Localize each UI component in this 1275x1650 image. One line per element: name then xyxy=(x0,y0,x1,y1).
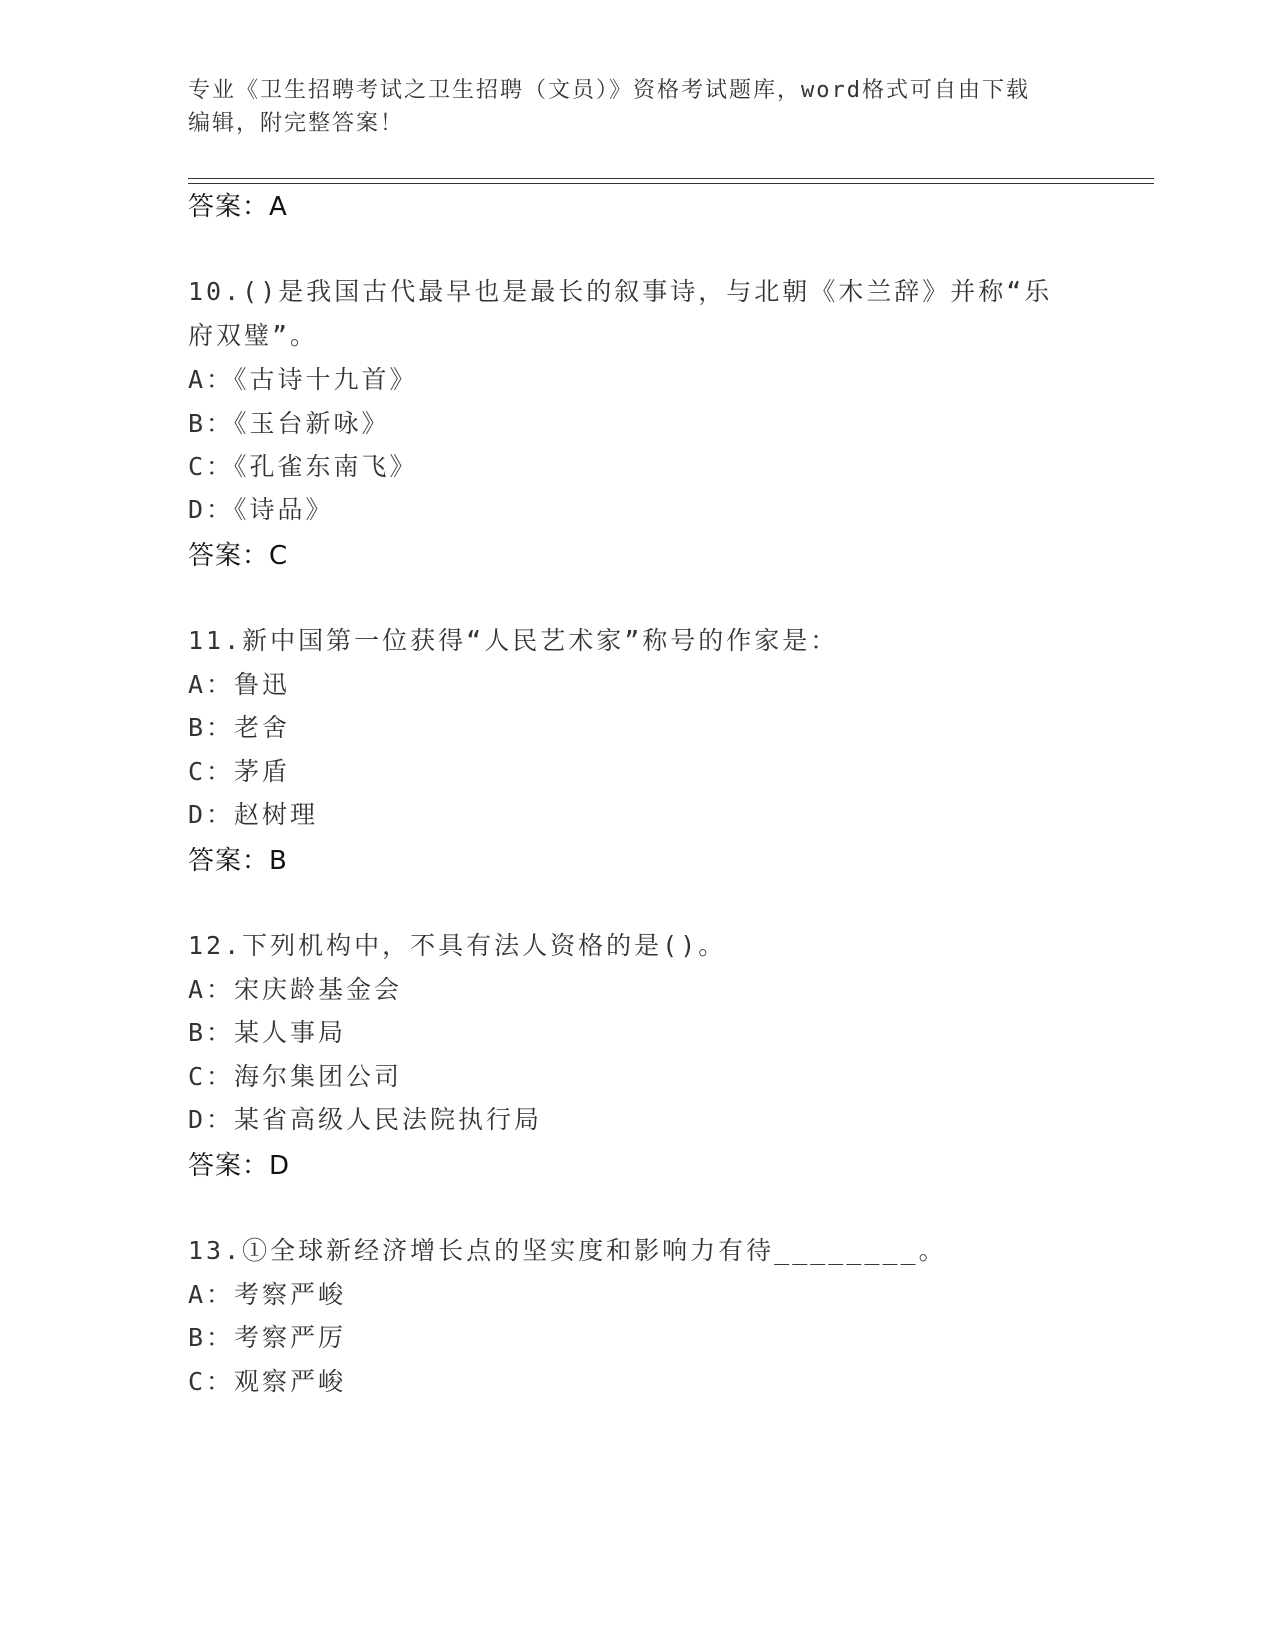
header-divider-bottom xyxy=(188,183,1154,184)
header-divider-top xyxy=(188,178,1154,179)
question-10-stem-line-1: 10.()是我国古代最早也是最长的叙事诗，与北朝《木兰辞》并称“乐 xyxy=(188,277,1053,306)
previous-answer: 答案：A xyxy=(188,192,288,222)
question-10-option-b: B：《玉台新咏》 xyxy=(188,409,390,438)
question-12-option-d: D：某省高级人民法院执行局 xyxy=(188,1105,543,1134)
question-12-stem: 12.下列机构中，不具有法人资格的是()。 xyxy=(188,931,727,960)
question-12-option-b: B：某人事局 xyxy=(188,1018,347,1047)
question-12-option-c: C：海尔集团公司 xyxy=(188,1062,403,1091)
question-11-answer: 答案：B xyxy=(188,846,288,876)
question-11-option-b: B：老舍 xyxy=(188,713,291,742)
header-line-2: 编辑，附完整答案！ xyxy=(188,111,405,136)
question-10-stem-line-2: 府双璧”。 xyxy=(188,321,319,350)
header-line-1: 专业《卫生招聘考试之卫生招聘（文员）》资格考试题库，word格式可自由下载 xyxy=(188,78,1030,103)
question-13-stem: 13.①全球新经济增长点的坚实度和影响力有待________。 xyxy=(188,1236,947,1265)
question-11-stem: 11.新中国第一位获得“人民艺术家”称号的作家是： xyxy=(188,626,839,655)
question-11-option-a: A：鲁迅 xyxy=(188,670,291,699)
question-10-option-d: D：《诗品》 xyxy=(188,495,334,524)
question-13-option-b: B：考察严厉 xyxy=(188,1323,347,1352)
document-header xyxy=(188,74,1068,140)
question-12-option-a: A：宋庆龄基金会 xyxy=(188,975,403,1004)
question-11-option-d: D：赵树理 xyxy=(188,800,319,829)
question-13-option-c: C：观察严峻 xyxy=(188,1367,347,1396)
question-10-answer: 答案：C xyxy=(188,541,289,571)
question-12-answer: 答案：D xyxy=(188,1151,291,1181)
question-10-option-c: C：《孔雀东南飞》 xyxy=(188,452,418,481)
question-11-option-c: C：茅盾 xyxy=(188,757,291,786)
question-13-option-a: A：考察严峻 xyxy=(188,1280,347,1309)
question-10-option-a: A：《古诗十九首》 xyxy=(188,365,418,394)
